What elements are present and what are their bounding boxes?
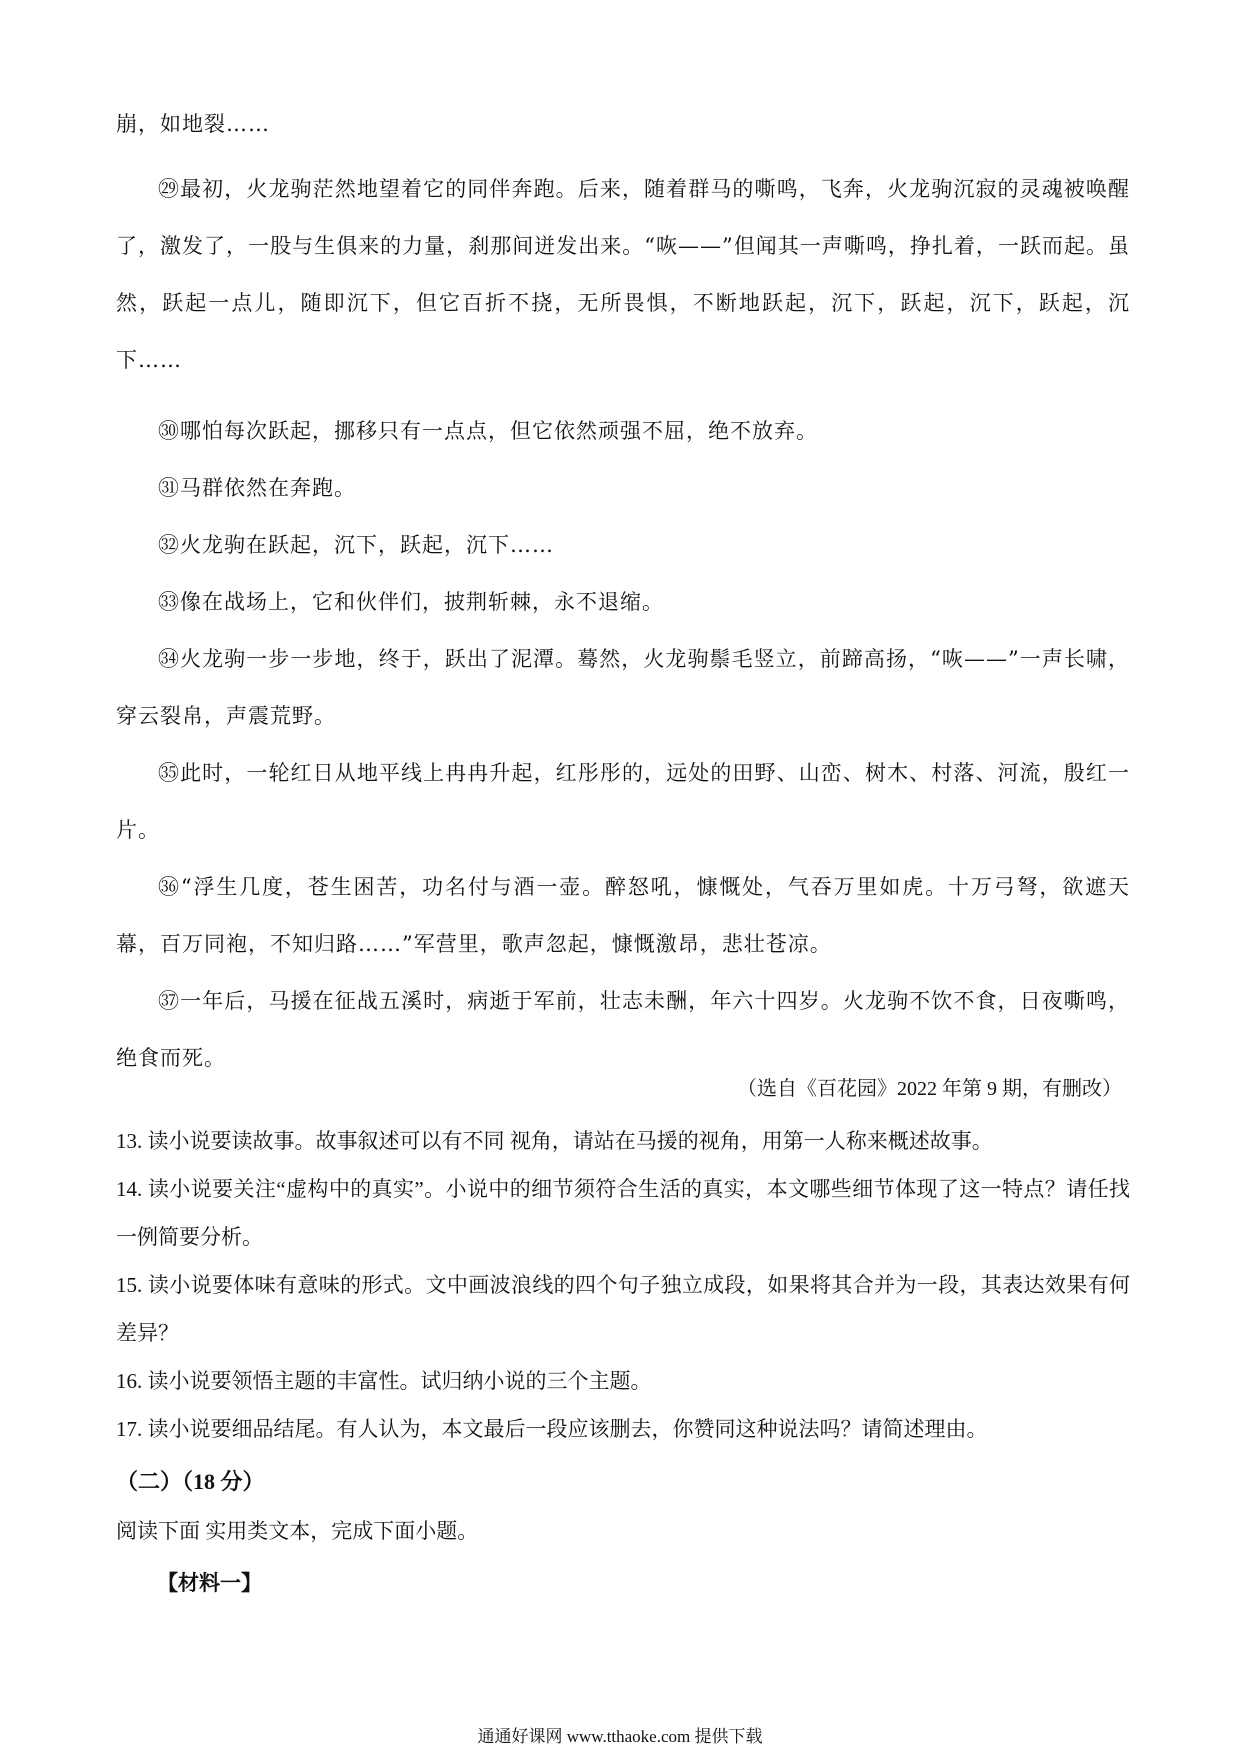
story-paragraph: ㉟此时，一轮红日从地平线上冉冉升起，红彤彤的，远处的田野、山峦、树木、村落、河流，殷红一片。 [116,761,1130,842]
story-paragraph: ㉝像在战场上，它和伙伴们，披荆斩棘，永不退缩。 [158,590,664,614]
story-source: （选自《百花园》2022 年第 9 期，有删改） [737,1078,1122,1100]
question-list [116,1117,1130,1453]
story-paragraph: ㊱“浮生几度，苍生困苦，功名付与酒一壶。醉怒吼，慷慨处，气吞万里如虎。十万弓弩，欲遮天幕，百万同袍，不知归路……”军营里，歌声忽起，慷慨激昂，悲壮苍凉。 [116,875,1130,956]
section-instruction: 阅读下面 实用类文本，完成下面小题。 [116,1519,479,1543]
story-paragraph: ㉚哪怕每次跃起，挪移只有一点点，但它依然顽强不屈，绝不放弃。 [158,419,818,443]
question-13: 13. 读小说要读故事。故事叙述可以有不同 视角，请站在马援的视角，用第一人称来概述故事。 [116,1129,993,1153]
story-paragraph: ㊲一年后，马援在征战五溪时，病逝于军前，壮志未酬，年六十四岁。火龙驹不饮不食，日夜嘶鸣，绝食而死。 [116,989,1130,1070]
page-footer: 通通好课网 www.tthaoke.com 提供下载 [477,1727,763,1746]
story-paragraph: 崩，如地裂…… [116,112,270,136]
question-15: 15. 读小说要体味有意味的形式。文中画波浪线的四个句子独立成段，如果将其合并为一段，其表达效果有何差异？ [116,1273,1130,1345]
section-heading: （二）（18 分） [116,1469,265,1494]
question-14: 14. 读小说要关注“虚构中的真实”。小说中的细节须符合生活的真实，本文哪些细节体现了这一特点？请任找一例简要分析。 [116,1177,1130,1249]
story-excerpt [116,96,1130,1087]
story-paragraph: ㉛马群依然在奔跑。 [158,476,356,500]
question-16: 16. 读小说要领悟主题的丰富性。试归纳小说的三个主题。 [116,1369,652,1393]
story-paragraph: ㉙最初，火龙驹茫然地望着它的同伴奔跑。后来，随着群马的嘶鸣，飞奔，火龙驹沉寂的灵魂被唤醒了，激发了，一股与生俱来的力量，刹那间迸发出来。“咴——”但闻其一声嘶鸣，挣扎着，一跃而起。虽然，跃起一点儿，随即沉下，但它百折不挠，无所畏惧，不断地跃起，沉下，跃起，沉下，跃起，沉下…… [116,177,1130,372]
story-paragraph: ㉜火龙驹在跃起，沉下，跃起，沉下…… [158,533,554,557]
story-paragraph: ㉞火龙驹一步一步地，终于，跃出了泥潭。蓦然，火龙驹鬃毛竖立，前蹄高扬，“咴——”一声长啸，穿云裂帛，声震荒野。 [116,647,1130,728]
question-17: 17. 读小说要细品结尾。有人认为，本文最后一段应该删去，你赞同这种说法吗？请简述理由。 [116,1417,988,1441]
material-label: 【材料一】 [157,1571,262,1595]
